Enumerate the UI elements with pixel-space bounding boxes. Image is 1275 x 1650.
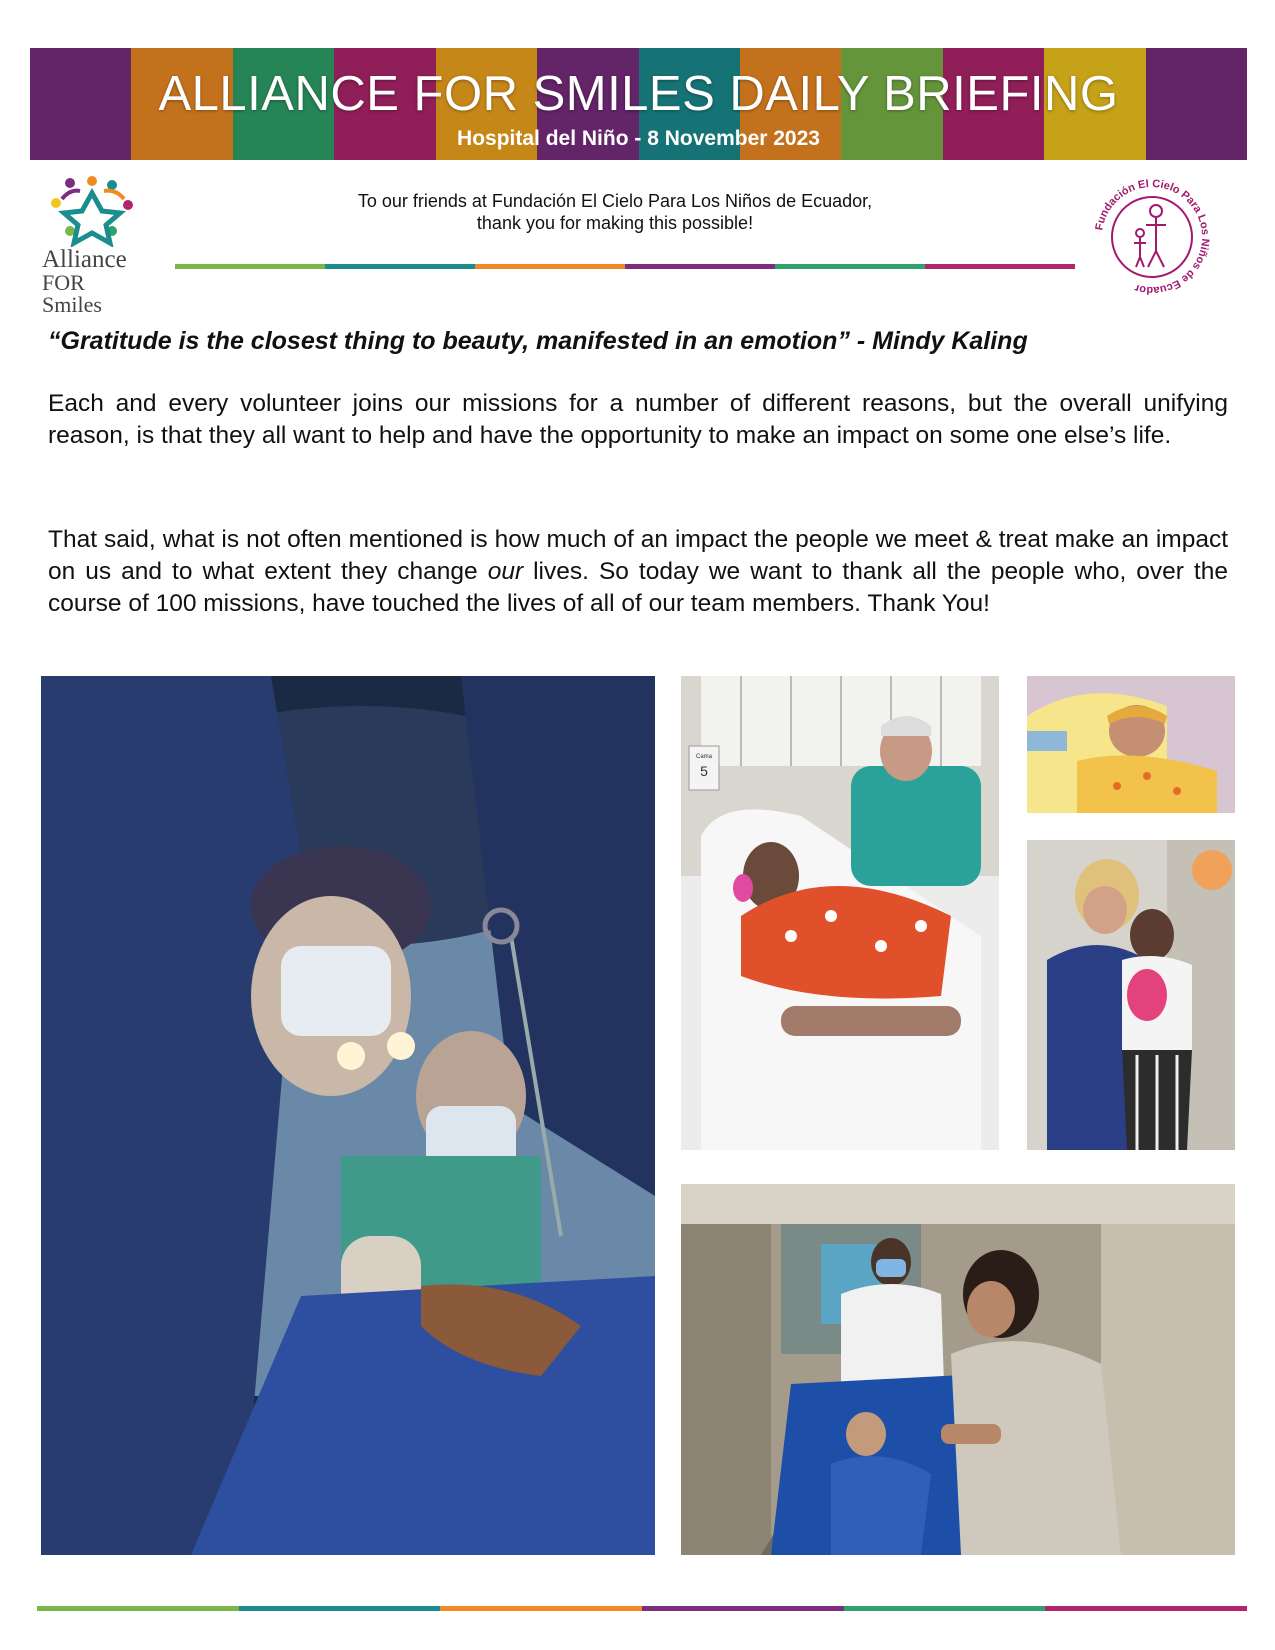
gratitude-quote: “Gratitude is the closest thing to beauty, manifested in an emotion” - Mindy Kaling — [48, 327, 1028, 355]
logo-wordmark-alliance: Alliance — [42, 246, 127, 273]
photo-hallway-stretcher — [681, 1184, 1235, 1555]
fundacion-el-cielo-seal — [1088, 173, 1216, 301]
photo-hug — [1027, 840, 1235, 1150]
page-title: ALLIANCE FOR SMILES DAILY BRIEFING — [158, 67, 1119, 121]
photo-patient-bed — [681, 676, 999, 1150]
svg-text:Cama: Cama — [695, 754, 713, 760]
body-paragraph-2: That said, what is not often mentioned is how much of an impact the people we meet & treat make an impact on us and to what extent they change our lives. So today we want to thank all the people who, over the course of 100 missions, have touched the lives of all of our team members. Thank You! — [48, 526, 1228, 617]
page-subtitle: Hospital del Niño - 8 November 2023 — [457, 127, 820, 150]
alliance-for-smiles-logo — [40, 175, 150, 317]
divider-bottom — [37, 1606, 1247, 1611]
thanks-line-2: thank you for making this possible! — [476, 213, 754, 233]
photo-surgery — [41, 676, 655, 1555]
emphasis-our: our — [487, 558, 524, 585]
divider-top — [175, 264, 1075, 269]
svg-text:Fundación El Cielo Para Los Ni: Fundación El Cielo Para Los Niños de Ecuador — [1093, 177, 1212, 297]
body-paragraph-1: Each and every volunteer joins our missions for a number of different reasons, but the overall unifying reason, is that they all want to help and have the opportunity to make an impact on some one else’s life. — [48, 390, 1228, 449]
smiles-star-icon — [40, 175, 150, 247]
svg-text:5: 5 — [700, 763, 708, 779]
logo-wordmark-smiles: FOR Smiles — [42, 270, 102, 317]
thanks-message — [230, 190, 1000, 234]
thanks-line-1: To our friends at Fundación El Cielo Para Los Niños de Ecuador, — [357, 191, 873, 211]
photo-baby — [1027, 676, 1235, 813]
